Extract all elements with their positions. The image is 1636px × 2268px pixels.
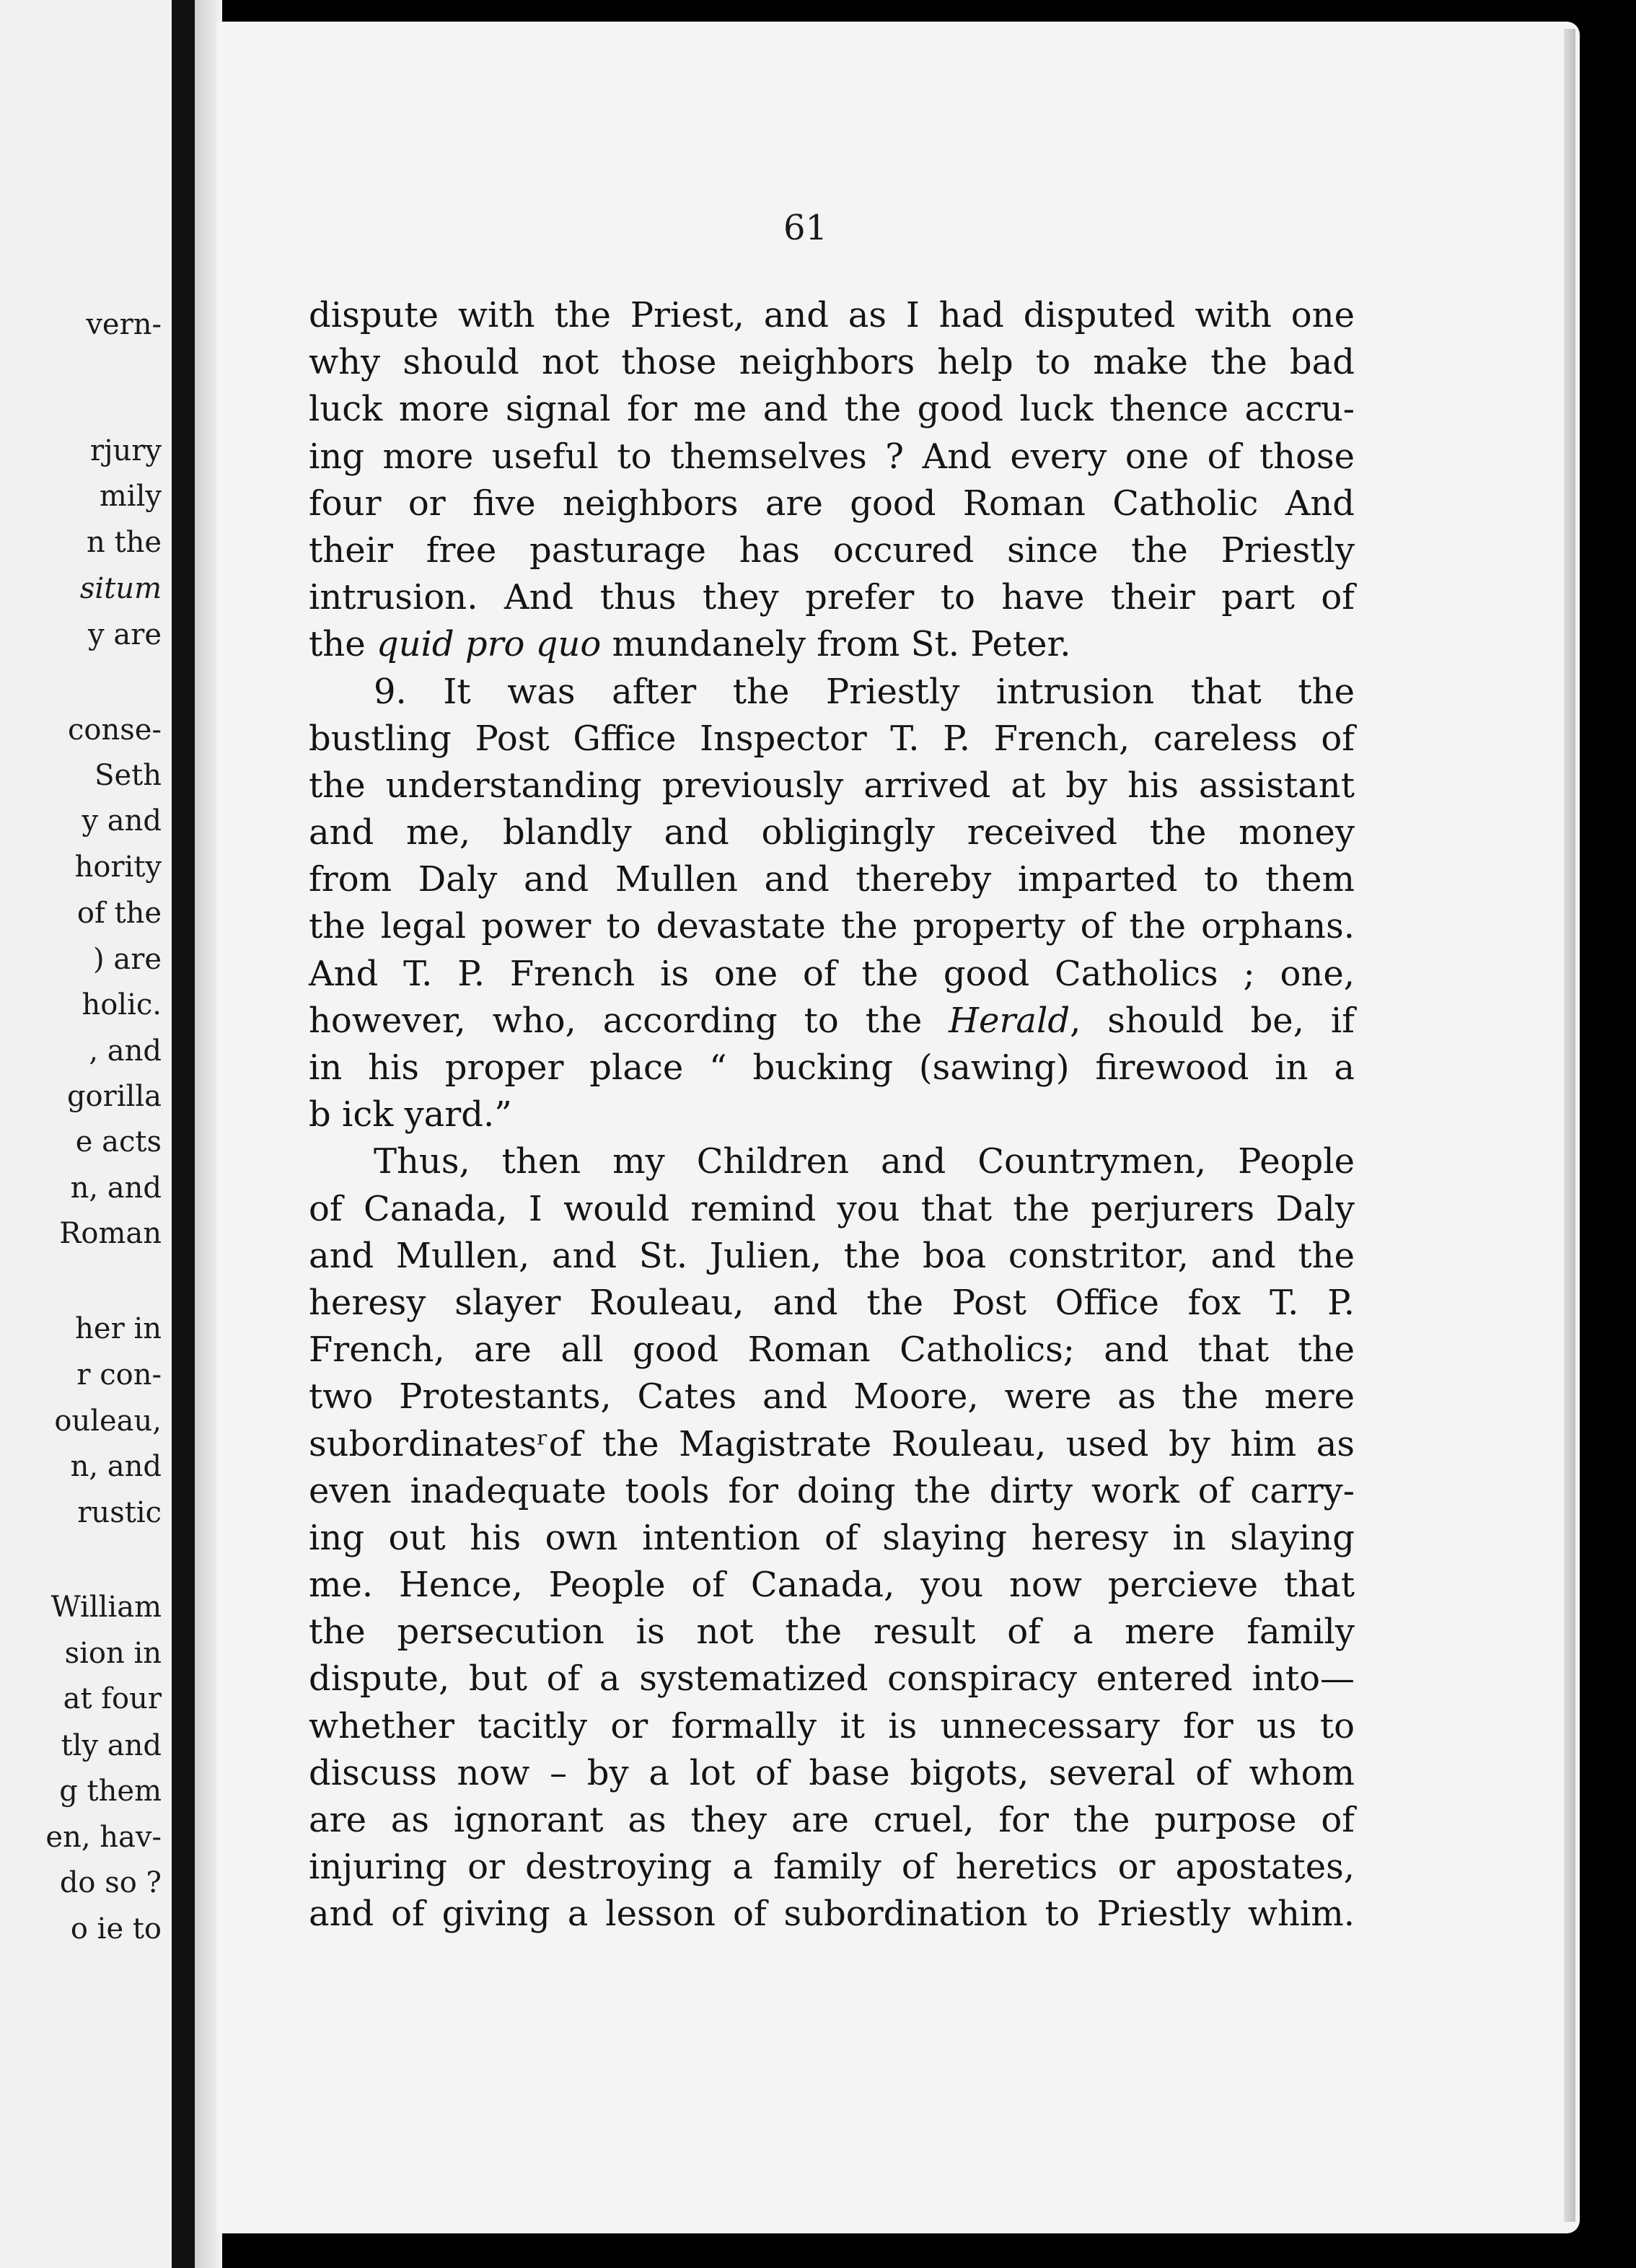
left-page-fragment: rustic xyxy=(77,1496,162,1529)
left-page-fragment: n the xyxy=(87,526,162,559)
left-page-fragment: mily xyxy=(99,480,162,513)
text-line: from Daly and Mullen and thereby imparted to them xyxy=(309,859,1355,900)
left-page-fragment: g them xyxy=(59,1775,162,1808)
left-page-fragment: at four xyxy=(63,1682,162,1715)
text-line: four or five neighbors are good Roman Catholic And xyxy=(309,483,1355,524)
text-segment: mundanely from St. Peter. xyxy=(601,624,1071,665)
text-line: 9. It was after the Priestly intrusion that the xyxy=(374,671,1355,712)
text-line xyxy=(309,621,1355,668)
text-line: luck more signal for me and the good luck thence accru- xyxy=(309,389,1355,430)
left-page-fragment: rjury xyxy=(89,434,162,467)
text-line: bustling Post Gffice Inspector T. P. French, careless of xyxy=(309,718,1355,759)
text-line: discuss now – by a lot of base bigots, several of whom xyxy=(309,1752,1355,1793)
left-page-fragment: do so ? xyxy=(59,1866,162,1899)
left-page-fragment: y and xyxy=(82,804,162,838)
left-page-fragment: ouleau, xyxy=(54,1405,162,1438)
left-page-fragment: o ie to xyxy=(70,1912,162,1946)
text-line: me. Hence, People of Canada, you now percieve that xyxy=(309,1565,1355,1606)
left-page-fragment: William xyxy=(50,1591,162,1624)
left-page-fragment: vern- xyxy=(86,308,162,341)
left-page-fragment: her in xyxy=(75,1312,162,1345)
left-page-fragment: hority xyxy=(74,850,162,884)
left-page-fragment: e acts xyxy=(75,1125,162,1159)
text-line: French, are all good Roman Catholics; and that the xyxy=(309,1329,1355,1371)
text-line: and Mullen, and St. Julien, the boa constritor, and the xyxy=(309,1235,1355,1276)
text-line: their free pasturage has occured since the Priestly xyxy=(309,529,1355,571)
text-line: are as ignorant as they are cruel, for the purpose of xyxy=(309,1800,1355,1840)
text-line: whether tacitly or formally it is unnecessary for us to xyxy=(309,1705,1355,1746)
italic-segment: quid pro quo xyxy=(376,624,602,665)
text-line: dispute with the Priest, and as I had disputed with one xyxy=(309,295,1355,335)
text-line: in his proper place “ bucking (sawing) firewood in a xyxy=(309,1047,1355,1088)
left-page-fragment: ) are xyxy=(93,943,162,976)
left-page-fragment: r con- xyxy=(76,1358,162,1392)
page-number: 61 xyxy=(783,208,828,248)
left-facing-page xyxy=(0,0,172,2268)
body-text xyxy=(309,292,1355,1938)
text-line: and me, blandly and obligingly received the money xyxy=(309,812,1355,853)
text-line: injuring or destroying a family of heretics or apostates, xyxy=(309,1847,1355,1888)
page-edge xyxy=(1564,29,1575,2222)
text-line: and of giving a lesson of subordination to Priestly whim. xyxy=(309,1894,1355,1935)
left-page-fragment: sion in xyxy=(64,1637,162,1670)
text-line: intrusion. And thus they prefer to have their part of xyxy=(309,577,1355,618)
text-line: Thus, then my Children and Countrymen, People xyxy=(374,1141,1355,1182)
text-segment: , should be, if xyxy=(1070,1000,1355,1041)
text-line: ing more useful to themselves ? And every one of those xyxy=(309,436,1355,477)
text-line: ing out his own intention of slaying heresy in slaying xyxy=(309,1517,1355,1558)
book-gutter xyxy=(172,0,195,2268)
text-line: why should not those neighbors help to make the bad xyxy=(309,342,1355,383)
text-segment: however, who, according to the xyxy=(309,1000,949,1041)
text-segment: the xyxy=(309,624,377,665)
left-page-fragment: of the xyxy=(76,897,162,930)
text-line: the understanding previously arrived at by his assistant xyxy=(309,765,1355,806)
left-page-fragment: n, and xyxy=(70,1450,162,1483)
left-page-fragment: situm xyxy=(79,572,162,605)
left-page-fragment: conse- xyxy=(68,713,162,747)
text-line: even inadequate tools for doing the dirty work of carry- xyxy=(309,1470,1355,1511)
text-line: And T. P. French is one of the good Catholics ; one, xyxy=(309,953,1355,994)
italic-segment: Herald xyxy=(949,1000,1070,1041)
text-line: subordinatesʳof the Magistrate Rouleau, used by him as xyxy=(309,1423,1355,1464)
text-line: heresy slayer Rouleau, and the Post Office fox T. P. xyxy=(309,1282,1355,1323)
left-page-fragment: en, hav- xyxy=(45,1821,162,1854)
text-line xyxy=(309,998,1355,1045)
left-page-fragment: gorilla xyxy=(66,1080,162,1113)
left-page-fragment: holic. xyxy=(82,988,162,1021)
text-line: of Canada, I would remind you that the perjurers Daly xyxy=(309,1188,1355,1229)
text-line: the persecution is not the result of a mere family xyxy=(309,1612,1355,1653)
left-page-fragment: , and xyxy=(89,1034,162,1068)
text-line: b ick yard.” xyxy=(309,1094,512,1135)
text-line: dispute, but of a systematized conspiracy entered into— xyxy=(309,1658,1355,1700)
left-page-fragment: Seth xyxy=(94,759,162,792)
left-page-fragment: y are xyxy=(88,618,162,651)
left-page-fragment: tly and xyxy=(61,1729,162,1762)
text-line: two Protestants, Cates and Moore, were as the mere xyxy=(309,1376,1355,1418)
left-page-fragment: n, and xyxy=(70,1172,162,1205)
left-page-fragment: Roman xyxy=(59,1217,162,1250)
text-line: the legal power to devastate the property of the orphans. xyxy=(309,906,1355,947)
